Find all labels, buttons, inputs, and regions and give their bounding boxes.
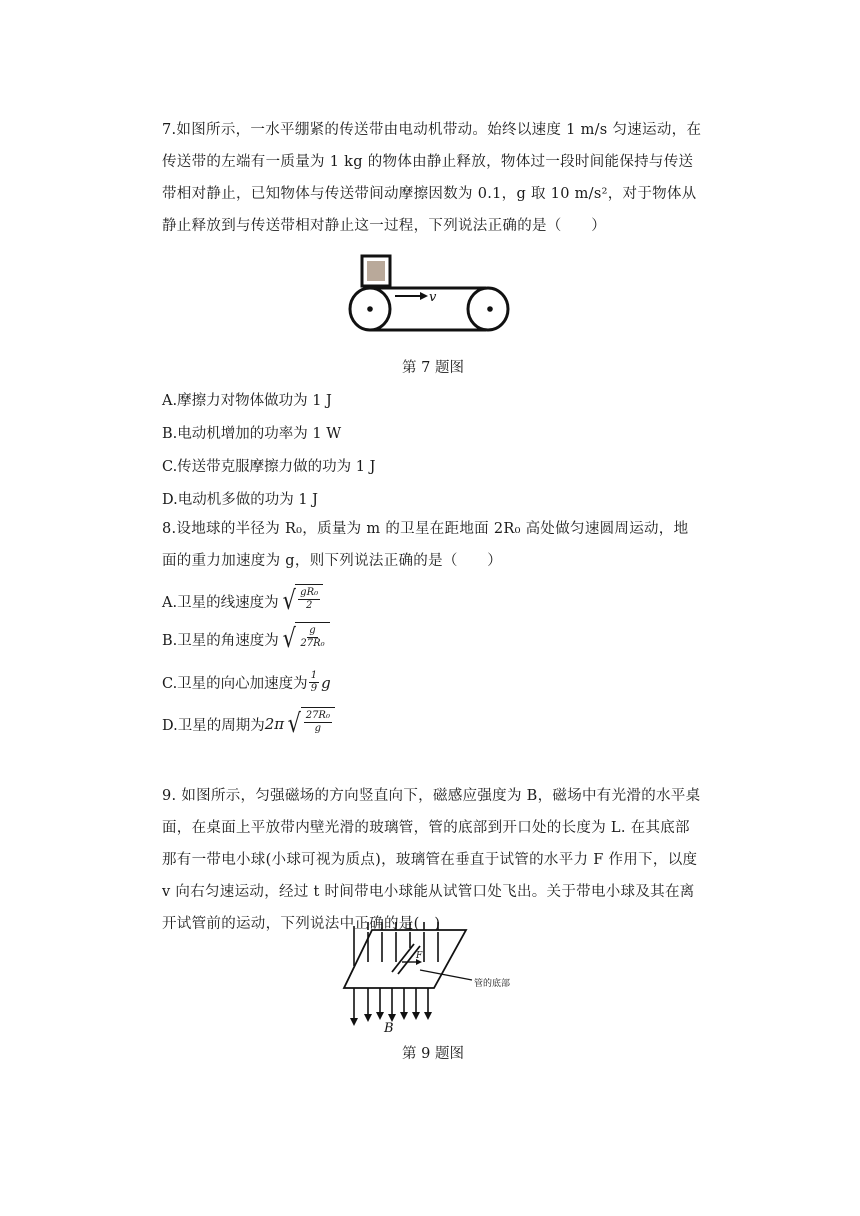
q8-option-b-formula: √ $\frac{g}{\text{27R₀}}$ [281,622,330,656]
q8-d-den: g [314,723,322,734]
q8-c-num: 1 [310,670,318,681]
q7-option-a: A.摩擦力对物体做功为 1 J [162,393,332,409]
q8-option-d-formula: √ $\frac{\text{27R₀}}{g}$ [286,707,335,741]
q9-force-label: F [416,951,423,961]
q8-a-den: 2 [305,600,313,611]
q8-option-d-text: D.卫星的周期为 [162,717,265,734]
q7-caption: 第 7 题图 [402,360,464,376]
q8-b-num: g [309,625,316,636]
q9-stem: 9. 如图所示，匀强磁场的方向竖直向下，磁感应强度为 B，磁场中有光滑的水平桌面，在桌面上平放带内壁光滑的玻璃管，管的底部到开口处的长度为 L. 在其底部那有一带电小球(小球可视为质点)，玻璃管在垂直于试管的水平力 F 作用下，以度 v 向右匀速运动，经过 t 时间带电小球能从试管口处飞出。关于带电小球及其在离开试管前的运动，下列说法中正确的是( ) [162,788,701,932]
q8-option-a-text: A.卫星的线速度为 [162,594,279,611]
q8-c-suffix: g [321,673,331,692]
q8-option-a-formula: √ $\frac{\text{gR₀}}{2}$ [281,584,324,618]
q9-caption: 第 9 题图 [402,1046,464,1062]
q8-c-den: 9 [310,683,318,694]
q8-option-b-text: B.卫星的角速度为 [162,632,279,649]
q8-option-a [162,584,323,618]
q8-option-d [162,707,335,741]
q9-magnetic-field-figure [340,922,540,1034]
q8-b-den: 27R₀ [300,638,325,649]
q8-d-coef: 2π [264,715,285,733]
q7-velocity-label: v [429,290,437,305]
q8-a-num: gR₀ [300,587,319,598]
q8-stem: 8.设地球的半径为 R₀，质量为 m 的卫星在距地面 2R₀ 高处做匀速圆周运动，地面的重力加速度为 g，则下列说法正确的是（ ） [162,521,689,569]
q8-option-b [162,622,330,656]
q9-tube-bottom-label: 管的底部 [474,979,511,989]
q7-option-d: D.电动机多做的功为 1 J [162,492,318,508]
q9-field-label: B [384,1021,394,1034]
q8-option-c [162,670,331,695]
q7-option-b: B.电动机增加的功率为 1 W [162,426,342,442]
q8-d-num: 27R₀ [305,710,330,721]
q8-option-c-text: C.卫星的向心加速度为 [162,676,308,692]
q7-option-c: C.传送带克服摩擦力做的功为 1 J [162,459,376,475]
q7-stem: 7.如图所示，一水平绷紧的传送带由电动机带动。始终以速度 1 m/s 匀速运动，在传送带的左端有一质量为 1 kg 的物体由静止释放，物体过一段时间能保持与传送带相对静止，已知物体与传送带间动摩擦因数为 0.1，g 取 10 m/s²，对于物体从静止释放到与传送带相对静止这一过程，下列说法正确的是（ ） [162,122,702,234]
q7-conveyor-figure [340,250,520,340]
